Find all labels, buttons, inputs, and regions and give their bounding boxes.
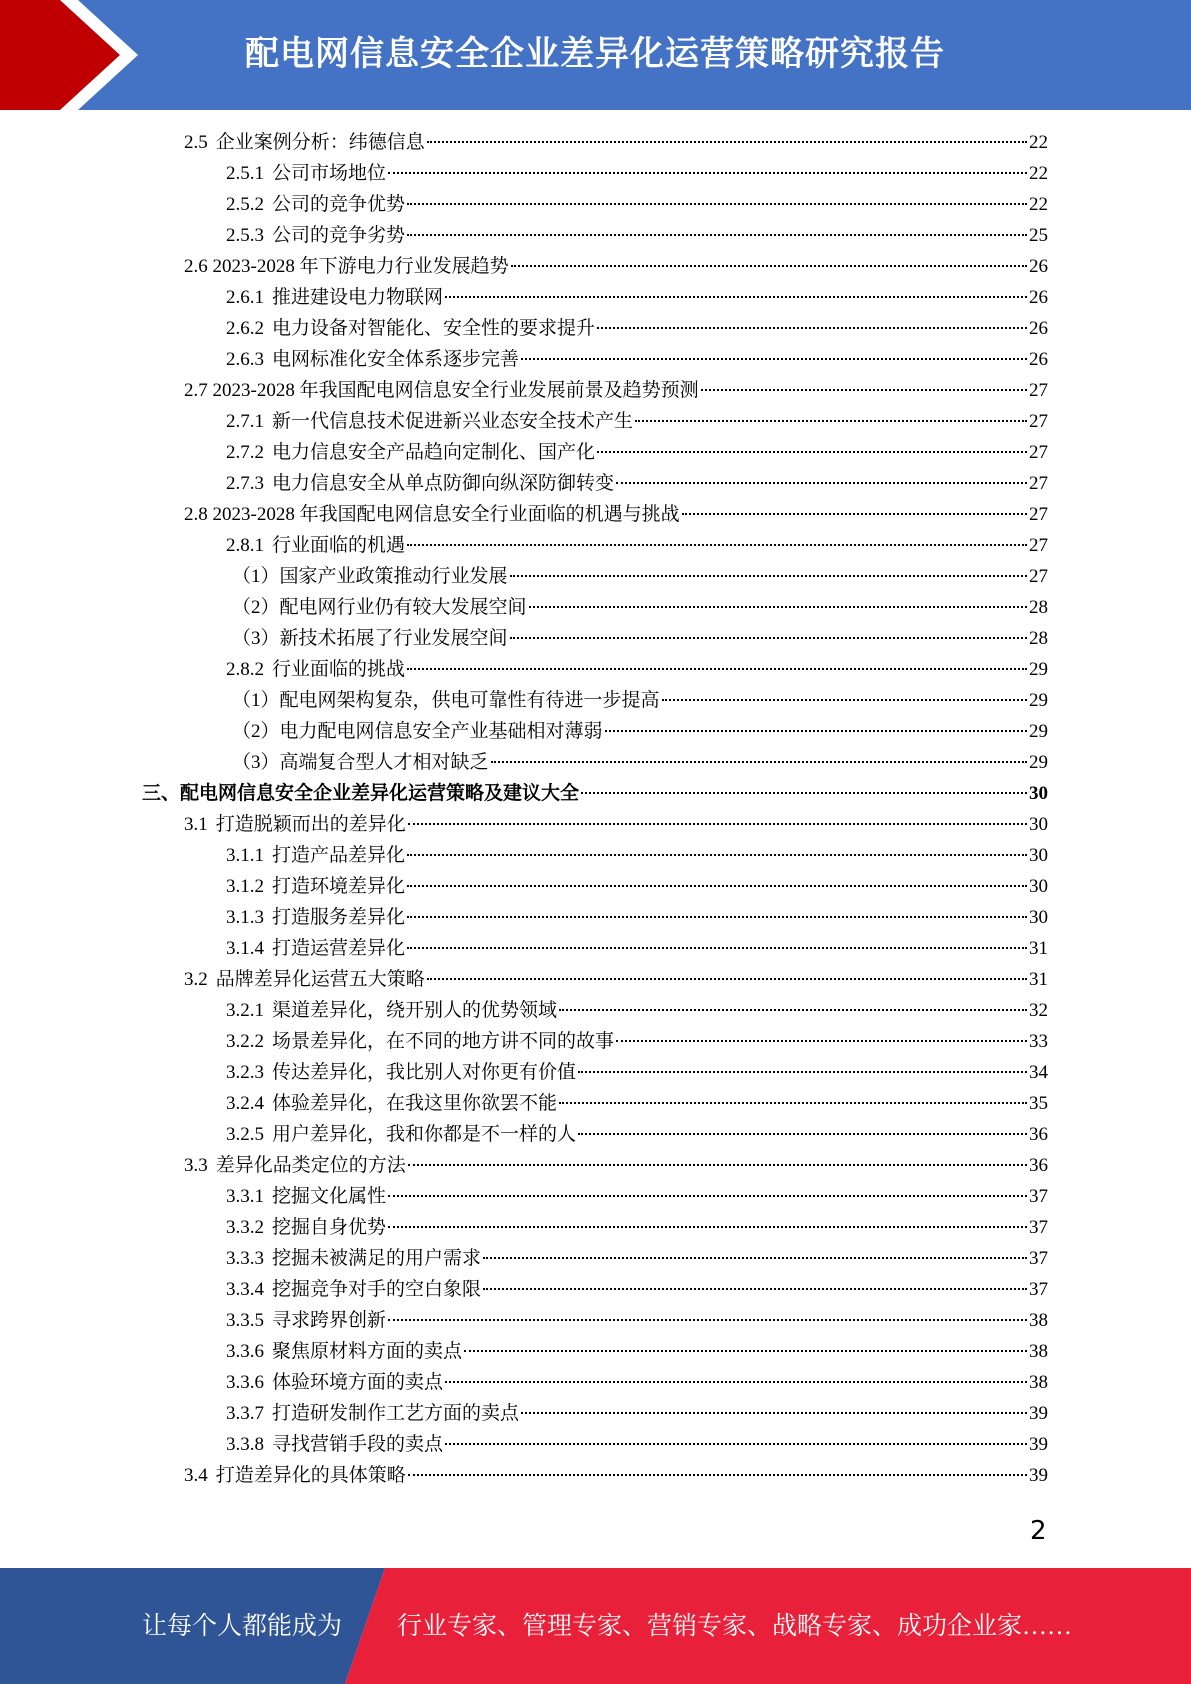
toc-entry-title: 电网标准化安全体系逐步完善 — [272, 349, 520, 370]
toc-entry-page: 30 — [1029, 845, 1048, 866]
toc-entry-title: 体验差异化，在我这里你欲罢不能 — [272, 1093, 558, 1114]
toc-entry-page: 27 — [1029, 473, 1048, 494]
toc-entry-title: 2.7 2023-2028 年我国配电网信息安全行业发展前景及趋势预测 — [184, 380, 699, 401]
toc-entry-number: 3.3.5 — [226, 1310, 264, 1331]
footer-slogan-left: 让每个人都能成为 — [142, 1613, 343, 1640]
toc-entry-title: 打造运营差异化 — [272, 938, 406, 959]
toc-entry-title: 场景差异化，在不同的地方讲不同的故事 — [272, 1031, 615, 1052]
toc-entry-title: 寻求跨界创新 — [272, 1310, 387, 1331]
toc-dot-leader — [408, 823, 1027, 825]
toc-entry[interactable] — [226, 282, 1048, 313]
toc-entry-page: 22 — [1029, 194, 1048, 215]
toc-entry-number: 2.5.3 — [226, 225, 264, 246]
toc-entry[interactable] — [226, 1026, 1048, 1057]
toc-entry-page: 31 — [1029, 938, 1048, 959]
toc-entry[interactable] — [184, 1150, 1048, 1181]
toc-dot-leader — [445, 1381, 1027, 1383]
toc-dot-leader — [616, 1040, 1027, 1042]
toc-entry[interactable] — [226, 1367, 1048, 1398]
toc-dot-leader — [635, 420, 1027, 422]
toc-entry-number: 2.8.1 — [226, 535, 264, 556]
toc-entry-number: 2.6.2 — [226, 318, 264, 339]
toc-entry-title: 传达差异化，我比别人对你更有价值 — [272, 1062, 577, 1083]
toc-entry-title: 电力信息安全产品趋向定制化、国产化 — [272, 442, 596, 463]
toc-entry-number: 3.2.2 — [226, 1031, 264, 1052]
toc-entry-title: 品牌差异化运营五大策略 — [215, 969, 425, 990]
toc-entry-number: 3.3.7 — [226, 1403, 264, 1424]
toc-entry-title: 体验环境方面的卖点 — [272, 1372, 444, 1393]
toc-entry[interactable] — [226, 1305, 1048, 1336]
toc-entry[interactable] — [226, 1212, 1048, 1243]
toc-entry[interactable] — [184, 809, 1048, 840]
toc-entry-title: 三、配电网信息安全企业差异化运营策略及建议大全 — [142, 783, 580, 804]
toc-entry[interactable] — [232, 747, 1048, 778]
toc-dot-leader — [388, 1226, 1027, 1228]
toc-entry-page: 37 — [1029, 1248, 1048, 1269]
toc-entry[interactable] — [184, 964, 1048, 995]
toc-entry[interactable] — [226, 1336, 1048, 1367]
toc-entry-number: 3.2.3 — [226, 1062, 264, 1083]
toc-entry[interactable] — [232, 716, 1048, 747]
header-arrow-decoration — [0, 0, 150, 110]
toc-entry-page: 37 — [1029, 1217, 1048, 1238]
toc-dot-leader — [407, 544, 1027, 546]
toc-entry[interactable] — [184, 1460, 1048, 1491]
toc-entry-number: 2.6.3 — [226, 349, 264, 370]
toc-entry-number: 3.1 — [184, 814, 208, 835]
toc-entry-title: （3）新技术拓展了行业发展空间 — [232, 628, 508, 649]
toc-dot-leader — [427, 978, 1027, 980]
toc-dot-leader — [581, 792, 1027, 794]
toc-entry-number: 2.5 — [184, 132, 208, 153]
toc-entry-page: 33 — [1029, 1031, 1048, 1052]
toc-entry-title: 公司的竞争优势 — [272, 194, 406, 215]
toc-entry[interactable] — [226, 189, 1048, 220]
toc-entry-page: 29 — [1029, 752, 1048, 773]
toc-dot-leader — [445, 296, 1027, 298]
toc-entry-page: 37 — [1029, 1186, 1048, 1207]
toc-entry[interactable] — [184, 375, 1048, 406]
toc-entry-title: 2.8 2023-2028 年我国配电网信息安全行业面临的机遇与挑战 — [184, 504, 680, 525]
toc-entry-title: 电力信息安全从单点防御向纵深防御转变 — [272, 473, 615, 494]
toc-entry-title: 挖掘未被满足的用户需求 — [272, 1248, 482, 1269]
toc-entry[interactable] — [184, 127, 1048, 158]
toc-dot-leader — [445, 1443, 1027, 1445]
toc-entry[interactable] — [232, 592, 1048, 623]
toc-entry-number: 3.3.6 — [226, 1341, 264, 1362]
toc-entry-page: 29 — [1029, 721, 1048, 742]
toc-entry-title: 打造脱颖而出的差异化 — [215, 814, 406, 835]
footer-slogan-right: 行业专家、管理专家、营销专家、战略专家、成功企业家…… — [397, 1613, 1073, 1640]
toc-entry-page: 26 — [1029, 318, 1048, 339]
toc-entry[interactable] — [226, 995, 1048, 1026]
toc-entry-title: 2.6 2023-2028 年下游电力行业发展趋势 — [184, 256, 509, 277]
toc-entry-number: 3.2.4 — [226, 1093, 264, 1114]
toc-entry-title: 挖掘文化属性 — [272, 1186, 387, 1207]
toc-entry-title: 用户差异化，我和你都是不一样的人 — [272, 1124, 577, 1145]
toc-dot-leader — [578, 1071, 1027, 1073]
toc-dot-leader — [682, 513, 1027, 515]
toc-entry-title: （3）高端复合型人才相对缺乏 — [232, 752, 489, 773]
toc-dot-leader — [427, 141, 1027, 143]
toc-dot-leader — [407, 234, 1027, 236]
toc-entry-number: 2.8.2 — [226, 659, 264, 680]
toc-entry-number: 3.1.2 — [226, 876, 264, 897]
toc-entry-title: （2）配电网行业仍有较大发展空间 — [232, 597, 527, 618]
toc-entry-page: 28 — [1029, 628, 1048, 649]
toc-entry-page: 26 — [1029, 287, 1048, 308]
toc-entry[interactable] — [232, 561, 1048, 592]
toc-entry-page: 38 — [1029, 1372, 1048, 1393]
toc-dot-leader — [408, 1164, 1027, 1166]
toc-entry-title: 打造环境差异化 — [272, 876, 406, 897]
toc-dot-leader — [388, 1195, 1027, 1197]
toc-entry[interactable] — [226, 840, 1048, 871]
toc-dot-leader — [616, 482, 1027, 484]
toc-entry-page: 27 — [1029, 535, 1048, 556]
toc-entry-title: 差异化品类定位的方法 — [215, 1155, 406, 1176]
page-header — [0, 0, 1191, 110]
toc-entry[interactable] — [232, 685, 1048, 716]
toc-entry-page: 38 — [1029, 1341, 1048, 1362]
toc-entry-page: 31 — [1029, 969, 1048, 990]
toc-entry-page: 22 — [1029, 163, 1048, 184]
toc-dot-leader — [510, 575, 1027, 577]
toc-entry-number: 3.3.4 — [226, 1279, 264, 1300]
toc-entry-page: 26 — [1029, 256, 1048, 277]
toc-entry-title: 公司的竞争劣势 — [272, 225, 406, 246]
toc-entry-number: 3.3.1 — [226, 1186, 264, 1207]
toc-entry-number: 3.3.8 — [226, 1434, 264, 1455]
toc-entry-number: 3.2.1 — [226, 1000, 264, 1021]
toc-dot-leader — [407, 885, 1027, 887]
toc-entry[interactable] — [226, 1119, 1048, 1150]
toc-entry-title: 聚焦原材料方面的卖点 — [272, 1341, 463, 1362]
toc-entry-title: （1）配电网架构复杂，供电可靠性有待进一步提高 — [232, 690, 660, 711]
page-number: 2 — [1030, 1516, 1047, 1546]
toc-entry-title: （2）电力配电网信息安全产业基础相对薄弱 — [232, 721, 603, 742]
toc-dot-leader — [407, 668, 1027, 670]
toc-entry-title: 行业面临的挑战 — [272, 659, 406, 680]
toc-entry[interactable] — [226, 1429, 1048, 1460]
toc-entry-page: 27 — [1029, 380, 1048, 401]
toc-entry-page: 29 — [1029, 659, 1048, 680]
toc-entry-number: 3.3.2 — [226, 1217, 264, 1238]
toc-dot-leader — [701, 389, 1027, 391]
toc-dot-leader — [511, 265, 1027, 267]
toc-entry-page: 27 — [1029, 442, 1048, 463]
toc-entry[interactable] — [226, 1181, 1048, 1212]
toc-entry-number: 3.3.3 — [226, 1248, 264, 1269]
toc-entry-title: 打造差异化的具体策略 — [215, 1465, 406, 1486]
toc-dot-leader — [464, 1350, 1027, 1352]
toc-dot-leader — [597, 327, 1027, 329]
toc-entry-page: 39 — [1029, 1403, 1048, 1424]
toc-dot-leader — [521, 358, 1027, 360]
toc-entry-page: 28 — [1029, 597, 1048, 618]
toc-entry[interactable] — [226, 654, 1048, 685]
toc-entry-page: 27 — [1029, 504, 1048, 525]
toc-entry-title: 打造研发制作工艺方面的卖点 — [272, 1403, 520, 1424]
toc-entry-title: 打造产品差异化 — [272, 845, 406, 866]
toc-entry-page: 36 — [1029, 1155, 1048, 1176]
toc-entry-title: （1）国家产业政策推动行业发展 — [232, 566, 508, 587]
toc-entry[interactable] — [142, 778, 1048, 809]
toc-dot-leader — [483, 1257, 1027, 1259]
toc-dot-leader — [559, 1102, 1027, 1104]
toc-entry-page: 39 — [1029, 1465, 1048, 1486]
report-title: 配电网信息安全企业差异化运营策略研究报告 — [245, 34, 945, 74]
toc-entry[interactable] — [226, 468, 1048, 499]
toc-entry-page: 38 — [1029, 1310, 1048, 1331]
toc-entry-title: 公司市场地位 — [272, 163, 387, 184]
toc-entry[interactable] — [226, 1274, 1048, 1305]
toc-dot-leader — [408, 1474, 1027, 1476]
toc-dot-leader — [407, 916, 1027, 918]
toc-entry[interactable] — [226, 530, 1048, 561]
toc-entry-number: 2.7.1 — [226, 411, 264, 432]
page-footer — [0, 1568, 1191, 1684]
toc-dot-leader — [529, 606, 1027, 608]
toc-dot-leader — [407, 203, 1027, 205]
toc-entry-page: 27 — [1029, 411, 1048, 432]
toc-entry-page: 30 — [1029, 876, 1048, 897]
toc-entry-number: 3.2.5 — [226, 1124, 264, 1145]
toc-dot-leader — [491, 761, 1027, 763]
toc-dot-leader — [605, 730, 1027, 732]
toc-dot-leader — [510, 637, 1027, 639]
toc-entry[interactable] — [226, 1398, 1048, 1429]
toc-entry[interactable] — [226, 1243, 1048, 1274]
toc-dot-leader — [559, 1009, 1027, 1011]
toc-entry-number: 3.3.6 — [226, 1372, 264, 1393]
toc-entry-title: 渠道差异化，绕开别人的优势领域 — [272, 1000, 558, 1021]
toc-entry-number: 2.7.2 — [226, 442, 264, 463]
toc-entry-page: 29 — [1029, 690, 1048, 711]
toc-entry-number: 3.2 — [184, 969, 208, 990]
toc-entry-page: 34 — [1029, 1062, 1048, 1083]
toc-entry-page: 32 — [1029, 1000, 1048, 1021]
toc-entry-page: 22 — [1029, 132, 1048, 153]
toc-dot-leader — [521, 1412, 1027, 1414]
toc-entry-title: 行业面临的机遇 — [272, 535, 406, 556]
toc-entry[interactable] — [226, 220, 1048, 251]
toc-entry[interactable] — [226, 344, 1048, 375]
toc-entry[interactable] — [226, 871, 1048, 902]
toc-entry-title: 推进建设电力物联网 — [272, 287, 444, 308]
toc-dot-leader — [407, 854, 1027, 856]
toc-entry-page: 30 — [1029, 814, 1048, 835]
toc-entry-title: 打造服务差异化 — [272, 907, 406, 928]
toc-entry-page: 39 — [1029, 1434, 1048, 1455]
toc-dot-leader — [597, 451, 1027, 453]
toc-entry-number: 2.5.1 — [226, 163, 264, 184]
toc-entry-title: 寻找营销手段的卖点 — [272, 1434, 444, 1455]
toc-entry[interactable] — [232, 623, 1048, 654]
toc-entry-number: 3.1.4 — [226, 938, 264, 959]
toc-entry-number: 2.5.2 — [226, 194, 264, 215]
toc-entry[interactable] — [226, 1088, 1048, 1119]
toc-entry-page: 30 — [1029, 783, 1048, 804]
toc-entry[interactable] — [226, 902, 1048, 933]
toc-entry-number: 2.7.3 — [226, 473, 264, 494]
toc-entry[interactable] — [226, 313, 1048, 344]
toc-dot-leader — [578, 1133, 1027, 1135]
toc-entry[interactable] — [184, 499, 1048, 530]
toc-entry[interactable] — [226, 437, 1048, 468]
toc-entry-page: 35 — [1029, 1093, 1048, 1114]
toc-dot-leader — [407, 947, 1027, 949]
toc-dot-leader — [483, 1288, 1027, 1290]
toc-entry-title: 挖掘自身优势 — [272, 1217, 387, 1238]
toc-entry-page: 37 — [1029, 1279, 1048, 1300]
toc-entry[interactable] — [226, 406, 1048, 437]
toc-entry-number: 2.6.1 — [226, 287, 264, 308]
toc-entry-title: 挖掘竞争对手的空白象限 — [272, 1279, 482, 1300]
toc-entry-number: 3.3 — [184, 1155, 208, 1176]
toc-entry-page: 30 — [1029, 907, 1048, 928]
toc-entry-page: 36 — [1029, 1124, 1048, 1145]
toc-entry-title: 电力设备对智能化、安全性的要求提升 — [272, 318, 596, 339]
toc-entry-number: 3.1.1 — [226, 845, 264, 866]
toc-entry-number: 3.1.3 — [226, 907, 264, 928]
toc-dot-leader — [388, 1319, 1027, 1321]
toc-entry-page: 27 — [1029, 566, 1048, 587]
toc-entry-title: 新一代信息技术促进新兴业态安全技术产生 — [272, 411, 634, 432]
toc-dot-leader — [662, 699, 1027, 701]
toc-entry[interactable] — [226, 933, 1048, 964]
toc-entry[interactable] — [226, 158, 1048, 189]
toc-entry-title: 企业案例分析：纬德信息 — [215, 132, 425, 153]
toc-entry-number: 3.4 — [184, 1465, 208, 1486]
toc-entry-page: 26 — [1029, 349, 1048, 370]
toc-entry-page: 25 — [1029, 225, 1048, 246]
toc-dot-leader — [388, 172, 1027, 174]
toc-entry[interactable] — [184, 251, 1048, 282]
toc-entry[interactable] — [226, 1057, 1048, 1088]
